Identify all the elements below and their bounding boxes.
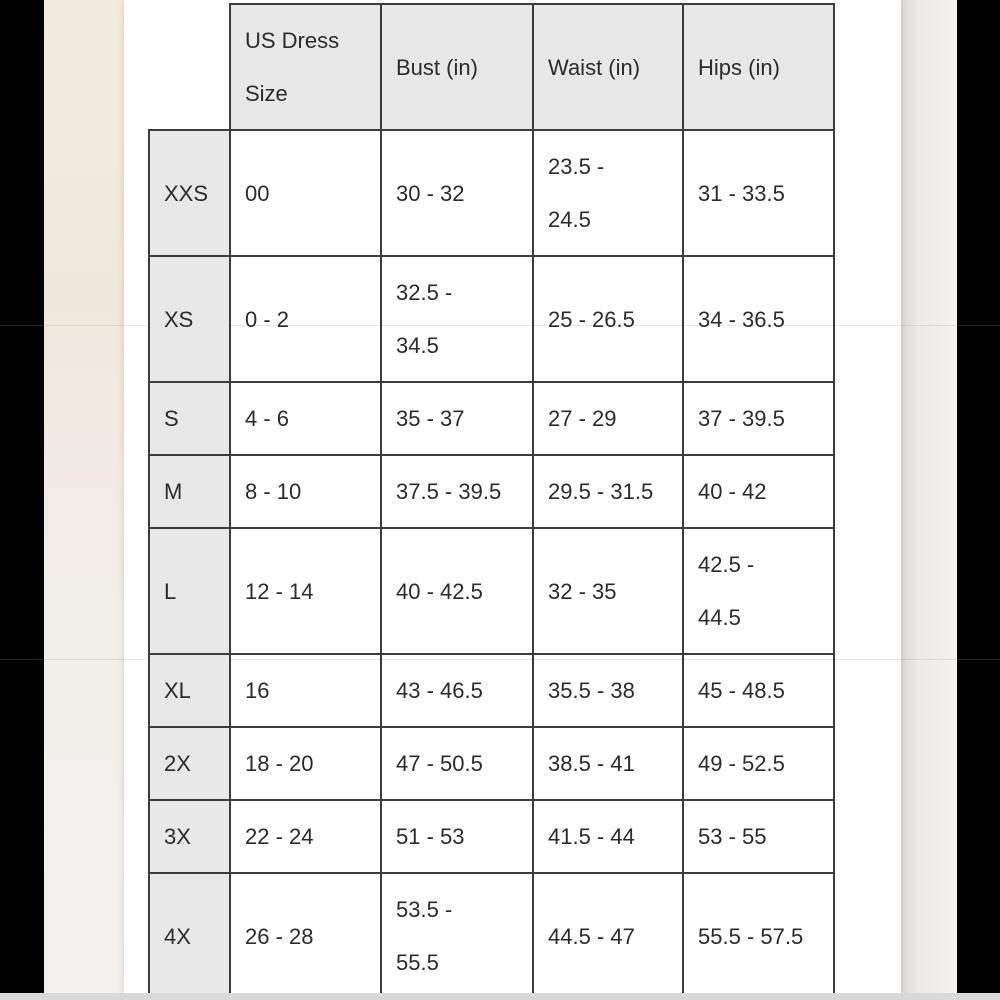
- size-chart-table: [148, 3, 835, 1000]
- us-size-cell: 4 - 6: [230, 382, 381, 455]
- table-row: [149, 873, 834, 999]
- table-row: [149, 528, 834, 654]
- us-size-cell: 26 - 28: [230, 873, 381, 999]
- bottom-edge: [0, 993, 1000, 1000]
- waist-cell: 44.5 - 47: [533, 873, 683, 999]
- table-row: [149, 130, 834, 256]
- size-label-cell: XS: [149, 256, 230, 382]
- bust-cell: 43 - 46.5: [381, 654, 533, 727]
- table-row: [149, 727, 834, 800]
- waist-cell: 35.5 - 38: [533, 654, 683, 727]
- table-row: [149, 455, 834, 528]
- us-size-cell: 22 - 24: [230, 800, 381, 873]
- hips-value: 42.5 - 44.5: [698, 552, 755, 630]
- hips-cell: 31 - 33.5: [683, 130, 834, 256]
- waist-cell: 29.5 - 31.5: [533, 455, 683, 528]
- waist-cell: 41.5 - 44: [533, 800, 683, 873]
- hips-cell: 34 - 36.5: [683, 256, 834, 382]
- size-label-cell: L: [149, 528, 230, 654]
- bust-cell: 40 - 42.5: [381, 528, 533, 654]
- bust-cell: 37.5 - 39.5: [381, 455, 533, 528]
- waist-cell: 27 - 29: [533, 382, 683, 455]
- table-row: [149, 256, 834, 382]
- waist-cell: 25 - 26.5: [533, 256, 683, 382]
- bust-value: 32.5 - 34.5: [396, 280, 453, 358]
- size-label-cell: 2X: [149, 727, 230, 800]
- waist-cell: [533, 130, 683, 256]
- size-label-cell: 3X: [149, 800, 230, 873]
- header-us-dress-size: [230, 4, 381, 130]
- us-size-cell: 16: [230, 654, 381, 727]
- header-waist: Waist (in): [533, 4, 683, 130]
- bust-cell: 51 - 53: [381, 800, 533, 873]
- size-label-cell: XXS: [149, 130, 230, 256]
- header-label: US Dress Size: [245, 28, 340, 106]
- header-row: [149, 4, 834, 130]
- waist-value: 23.5 - 24.5: [548, 154, 605, 232]
- table-row: [149, 800, 834, 873]
- size-label-cell: M: [149, 455, 230, 528]
- hips-cell: 53 - 55: [683, 800, 834, 873]
- us-size-cell: 18 - 20: [230, 727, 381, 800]
- size-label-cell: 4X: [149, 873, 230, 999]
- bust-cell: 35 - 37: [381, 382, 533, 455]
- bust-value: 53.5 - 55.5: [396, 897, 453, 975]
- waist-cell: 38.5 - 41: [533, 727, 683, 800]
- bust-cell: [381, 256, 533, 382]
- header-hips: Hips (in): [683, 4, 834, 130]
- hips-cell: 45 - 48.5: [683, 654, 834, 727]
- header-bust: Bust (in): [381, 4, 533, 130]
- table-row: [149, 654, 834, 727]
- us-size-cell: 8 - 10: [230, 455, 381, 528]
- waist-cell: 32 - 35: [533, 528, 683, 654]
- hips-cell: 55.5 - 57.5: [683, 873, 834, 999]
- bust-cell: 30 - 32: [381, 130, 533, 256]
- table-row: [149, 382, 834, 455]
- background-right: [895, 0, 957, 1000]
- size-label-cell: S: [149, 382, 230, 455]
- bust-cell: [381, 873, 533, 999]
- hips-cell: [683, 528, 834, 654]
- us-size-cell: 00: [230, 130, 381, 256]
- us-size-cell: 12 - 14: [230, 528, 381, 654]
- hips-cell: 37 - 39.5: [683, 382, 834, 455]
- hips-cell: 49 - 52.5: [683, 727, 834, 800]
- size-label-cell: XL: [149, 654, 230, 727]
- us-size-cell: 0 - 2: [230, 256, 381, 382]
- corner-cell: [149, 4, 230, 130]
- background-left: [44, 0, 134, 1000]
- bust-cell: 47 - 50.5: [381, 727, 533, 800]
- hips-cell: 40 - 42: [683, 455, 834, 528]
